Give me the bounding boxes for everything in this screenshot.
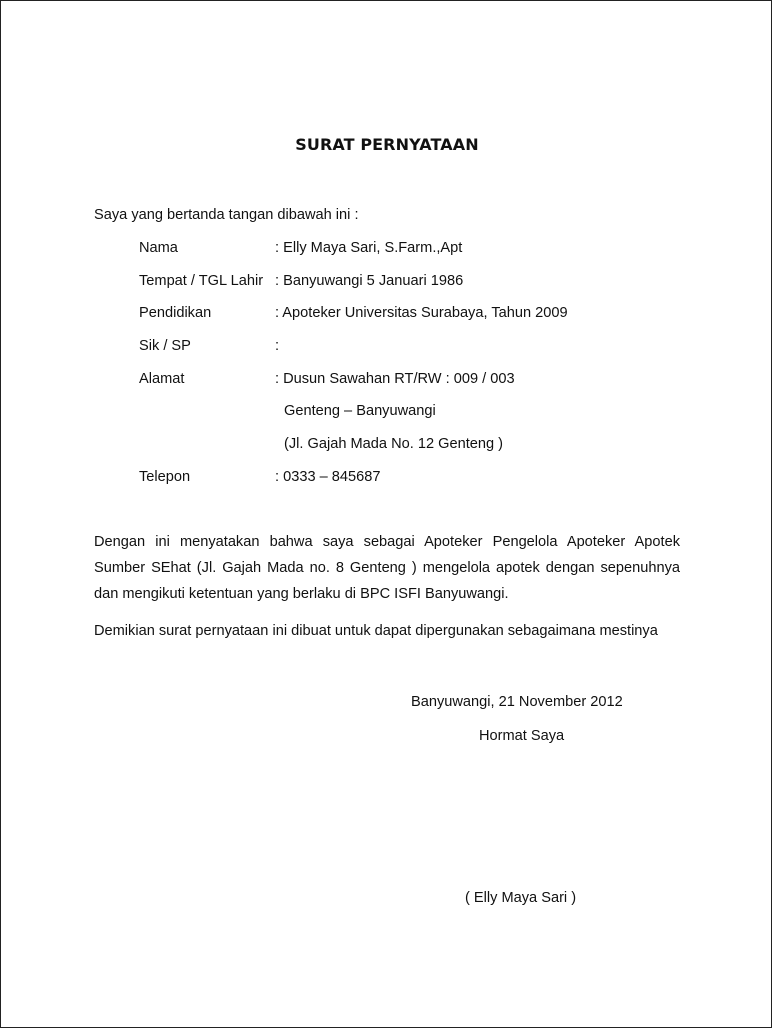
- field-value: :: [275, 338, 280, 354]
- field-label: Alamat: [139, 371, 185, 387]
- field-label: Telepon: [139, 469, 191, 485]
- field-value: : Banyuwangi 5 Januari 1986: [275, 273, 464, 289]
- field-row-nama: [139, 240, 462, 256]
- statement-line: Dengan ini menyatakan bahwa saya sebagai Apoteker Pengelola Apoteker Apotek: [94, 534, 680, 550]
- closing-text: Demikian surat pernyataan ini dibuat untuk dapat dipergunakan sebagaimana mestinya: [94, 623, 658, 639]
- field-row-sik-sp: [139, 338, 279, 354]
- address-line-3: (Jl. Gajah Mada No. 12 Genteng ): [284, 436, 504, 452]
- statement-line: dan mengikuti ketentuan yang berlaku di BPC ISFI Banyuwangi.: [94, 586, 509, 602]
- field-row-tempat-tgl-lahir: [139, 273, 463, 289]
- field-value: : Dusun Sawahan RT/RW : 009 / 003: [275, 371, 515, 387]
- field-label: Sik / SP: [139, 338, 191, 354]
- statement-line: Sumber SEhat (Jl. Gajah Mada no. 8 Genteng ) mengelola apotek dengan sepenuhnya: [94, 560, 680, 576]
- field-row-alamat: [139, 371, 515, 387]
- statement-paragraph: [94, 529, 680, 607]
- field-value: : Apoteker Universitas Surabaya, Tahun 2009: [275, 305, 568, 321]
- regards-text: Hormat Saya: [479, 728, 565, 744]
- document-title: SURAT PERNYATAAN: [295, 135, 479, 154]
- field-value: : Elly Maya Sari, S.Farm.,Apt: [275, 240, 463, 256]
- field-value: : 0333 – 845687: [275, 469, 381, 485]
- signature-name: ( Elly Maya Sari ): [465, 890, 577, 906]
- field-row-pendidikan: [139, 305, 568, 321]
- place-date: Banyuwangi, 21 November 2012: [411, 694, 623, 710]
- field-label: Pendidikan: [139, 305, 212, 321]
- address-line-2: Genteng – Banyuwangi: [284, 403, 436, 419]
- field-row-telepon: [139, 469, 381, 485]
- intro-text: Saya yang bertanda tangan dibawah ini :: [94, 207, 359, 223]
- field-label: Tempat / TGL Lahir: [139, 273, 264, 289]
- field-label: Nama: [139, 240, 178, 256]
